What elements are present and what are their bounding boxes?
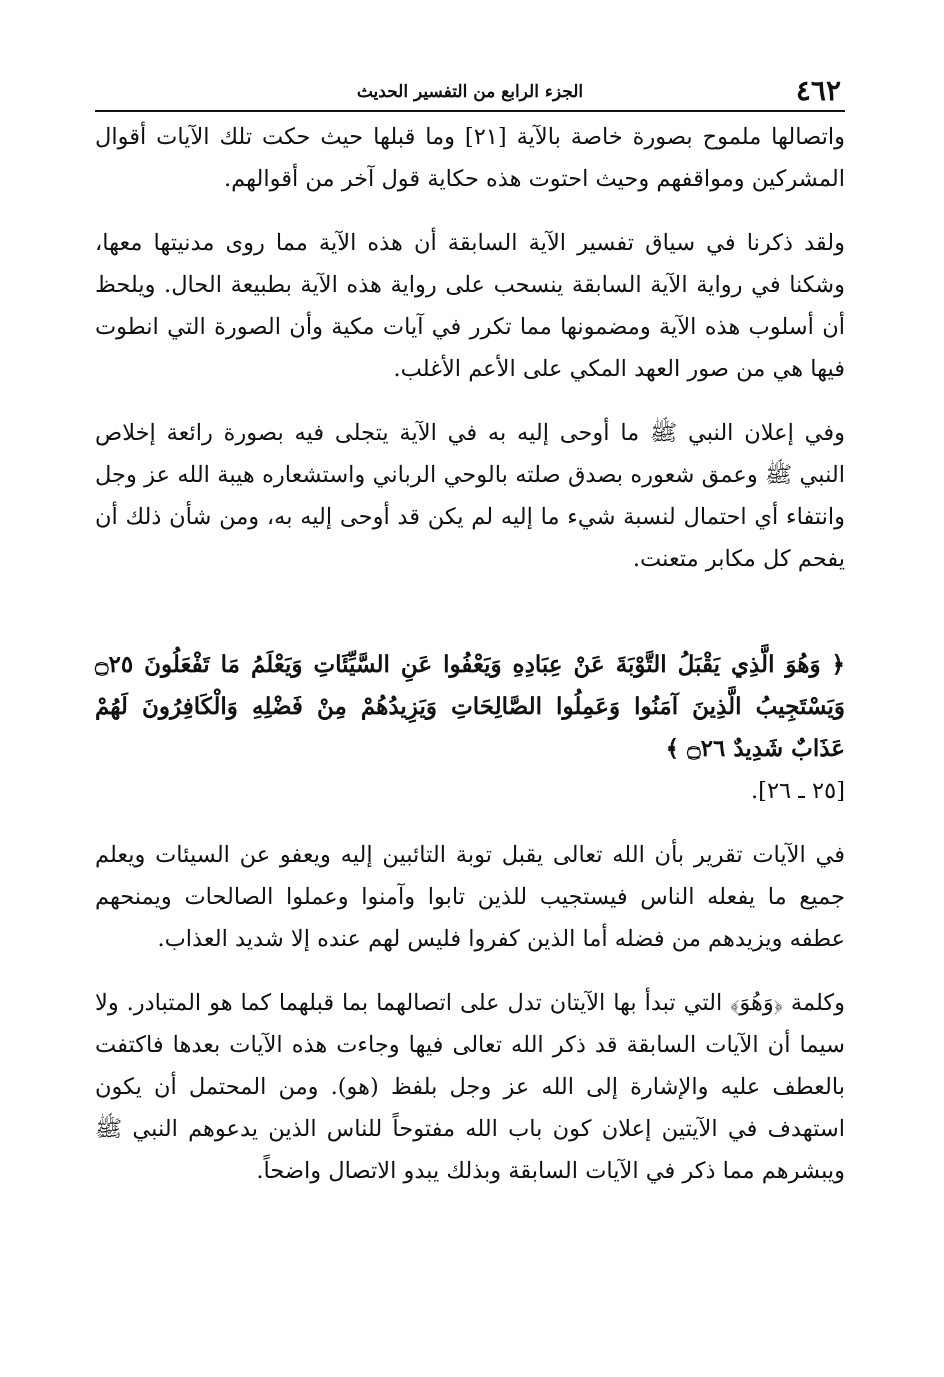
paragraph: وفي إعلان النبي ﷺ ما أوحى إليه به في الآية يتجلى فيه بصورة رائعة إخلاص النبي ﷺ وعمق شعوره بصدق صلته بالوحي الرباني واستشعاره هيبة الله عز وجل وانتفاء أي احتمال لنسبة شيء ما إليه لم يكن قد أوحى إليه به، ومن شأن ذلك أن يفحم كل مكابر متعنت. bbox=[95, 420, 845, 572]
verse-text: ﴿ وَهُوَ الَّذِي يَقْبَلُ التَّوْبَةَ عَنْ عِبَادِهِ وَيَعْفُوا عَنِ السَّيِّئَاتِ وَيَعْلَمُ مَا تَفْعَلُونَ ۝٢٥ وَيَسْتَجِيبُ الَّذِينَ آمَنُوا وَعَمِلُوا الصَّالِحَاتِ وَيَزِيدُهُمْ مِنْ فَضْلِهِ وَالْكَافِرُونَ لَهُمْ عَذَابٌ شَدِيدٌ ۝٢٦ ﴾ bbox=[95, 651, 845, 762]
commentary-paragraph: وكلمة ﴿وَهُوَ﴾ التي تبدأ بها الآيتان تدل على اتصالهما بما قبلهما كما هو المتبادر. ولا سيما أن الآيات السابقة قد ذكر الله تعالى فيها وجاءت هذه الآيات بعدها فاكتفت بالعطف عليه والإشارة إلى الله عز وجل بلفظ (هو). ومن المحتمل أن يكون استهدف في الآيتين إعلان كون باب الله مفتوحاً للناس الذين يدعوهم النبي ﷺ ويبشرهم مما ذكر في الآيات السابقة وبذلك يبدو الاتصال واضحاً. bbox=[95, 990, 845, 1184]
running-header bbox=[95, 70, 845, 112]
quran-verses bbox=[95, 644, 845, 812]
page-number: ٤٦٢ bbox=[795, 74, 841, 107]
paragraph: ولقد ذكرنا في سياق تفسير الآية السابقة أن هذه الآية مما روى مدنيتها معها، وشكنا في رواية الآية السابقة ينسحب على رواية هذه الآية بطبيعة الحال. ويلحظ أن أسلوب هذه الآية ومضمونها مما تكرر في آيات مكية وأن الصورة التي انطوت فيها هي من صور العهد المكي على الأعم الأغلب. bbox=[95, 230, 845, 382]
verse-reference: [٢٥ ـ ٢٦]. bbox=[751, 778, 845, 804]
book-title: الجزء الرابع من التفسير الحديث bbox=[356, 82, 584, 102]
commentary-paragraph: في الآيات تقرير بأن الله تعالى يقبل توبة التائبين إليه ويعفو عن السيئات ويعلم جميع ما يفعله الناس فيستجيب للذين تابوا وآمنوا وعملوا الصالحات ويمنحهم عطفه ويزيدهم من فضله أما الذين كفروا فليس لهم عنده إلا شديد العذاب. bbox=[95, 842, 845, 952]
page bbox=[95, 70, 845, 1192]
paragraph: واتصالها ملموح بصورة خاصة بالآية [٢١] وما قبلها حيث حكت تلك الآيات أقوال المشركين ومواقفهم وحيث احتوت هذه حكاية قول آخر من أقوالهم. bbox=[95, 124, 846, 192]
